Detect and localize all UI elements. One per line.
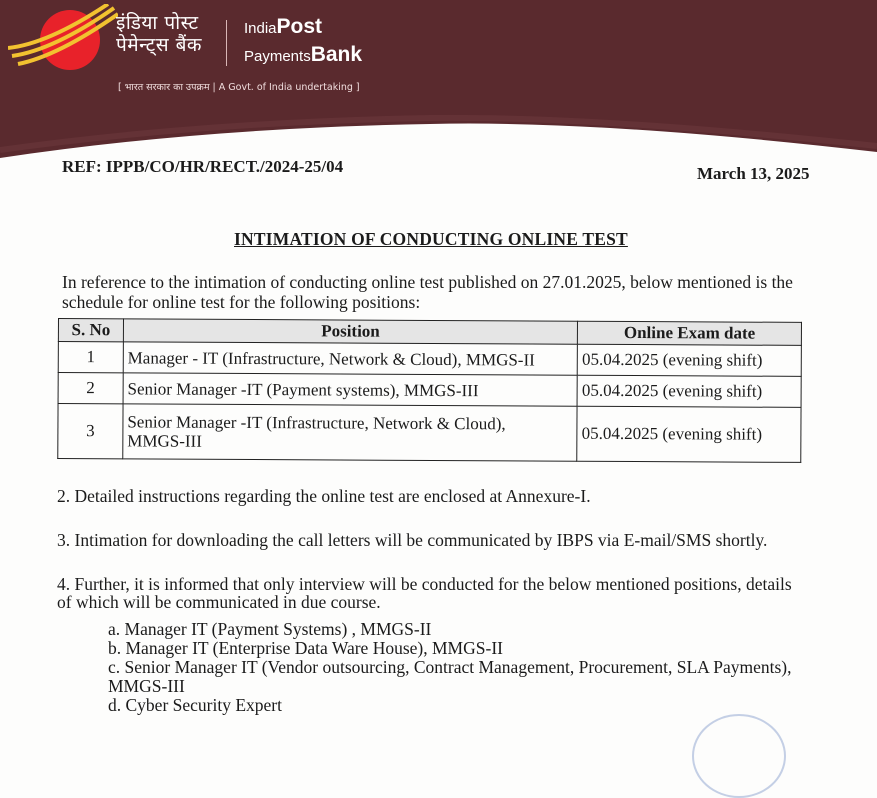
point-4-line-2: of which will be communicated in due course. [57, 592, 381, 612]
list-item: c. Senior Manager IT (Vendor outsourcing, Contract Management, Procurement, SLA Payments), [108, 657, 792, 677]
reference-number: REF: IPPB/CO/HR/RECT./2024-25/04 [62, 157, 344, 176]
logo-bank: Bank [310, 43, 363, 66]
list-item-continuation: MMGS-III [108, 676, 185, 696]
page-title: INTIMATION OF CONDUCTING ONLINE TEST [234, 229, 628, 249]
logo-post: Post [276, 15, 323, 38]
english-logo-text [244, 14, 362, 70]
header-exam-date: Online Exam date [578, 321, 802, 345]
cell-exam-date: 05.04.2025 (evening shift) [577, 344, 801, 376]
cell-sno: 3 [58, 404, 123, 459]
hindi-logo-line2: पेमेन्ट्स बैंक [116, 34, 203, 56]
table-row [58, 342, 801, 377]
table-row [58, 404, 801, 463]
official-stamp [692, 714, 786, 798]
intro-line-2: schedule for online test for the following positions: [62, 292, 421, 312]
govt-tagline: [ भारत सरकार का उपक्रम | A Govt. of India undertaking ] [118, 82, 360, 93]
cell-position-line1: Senior Manager -IT (Infrastructure, Network & Cloud), [127, 412, 506, 434]
cell-exam-date: 05.04.2025 (evening shift) [577, 375, 801, 407]
cell-position: Manager - IT (Infrastructure, Network & Cloud), MMGS-II [123, 342, 577, 375]
logo-divider [226, 20, 227, 66]
cell-sno: 1 [58, 342, 123, 373]
hindi-logo-line1: इंडिया पोस्ट [116, 12, 199, 34]
list-item: a. Manager IT (Payment Systems) , MMGS-II [108, 619, 432, 639]
cell-exam-date: 05.04.2025 (evening shift) [577, 406, 801, 462]
logo-payments: Payments [244, 48, 311, 65]
table-row [58, 373, 801, 408]
cell-sno: 2 [58, 373, 123, 404]
exam-schedule-table [57, 318, 802, 463]
letter-date: March 13, 2025 [697, 164, 810, 183]
interview-positions-list [108, 620, 791, 715]
point-2: 2. Detailed instructions regarding the online test are enclosed at Annexure-I. [57, 486, 591, 506]
logo-india: India [244, 20, 277, 37]
point-4-line-1: 4. Further, it is informed that only interview will be conducted for the below mentioned positions, details [57, 574, 792, 594]
list-item: b. Manager IT (Enterprise Data Ware House), MMGS-II [108, 638, 503, 658]
list-item: d. Cyber Security Expert [108, 695, 282, 715]
cell-position: Senior Manager -IT (Payment systems), MMGS-III [123, 373, 577, 406]
letterhead-banner [0, 0, 877, 165]
hindi-logo-text [116, 12, 202, 56]
cell-position-line2: MMGS-III [127, 431, 202, 451]
ippb-logo-icon [8, 4, 118, 74]
header-position: Position [123, 319, 577, 344]
point-3: 3. Intimation for downloading the call letters will be communicated by IBPS via E-mail/SMS shortly. [57, 530, 768, 550]
cell-position [123, 404, 578, 461]
intro-line-1: In reference to the intimation of conducting online test published on 27.01.2025, below mentioned is the [62, 272, 793, 292]
header-sno: S. No [58, 319, 123, 342]
